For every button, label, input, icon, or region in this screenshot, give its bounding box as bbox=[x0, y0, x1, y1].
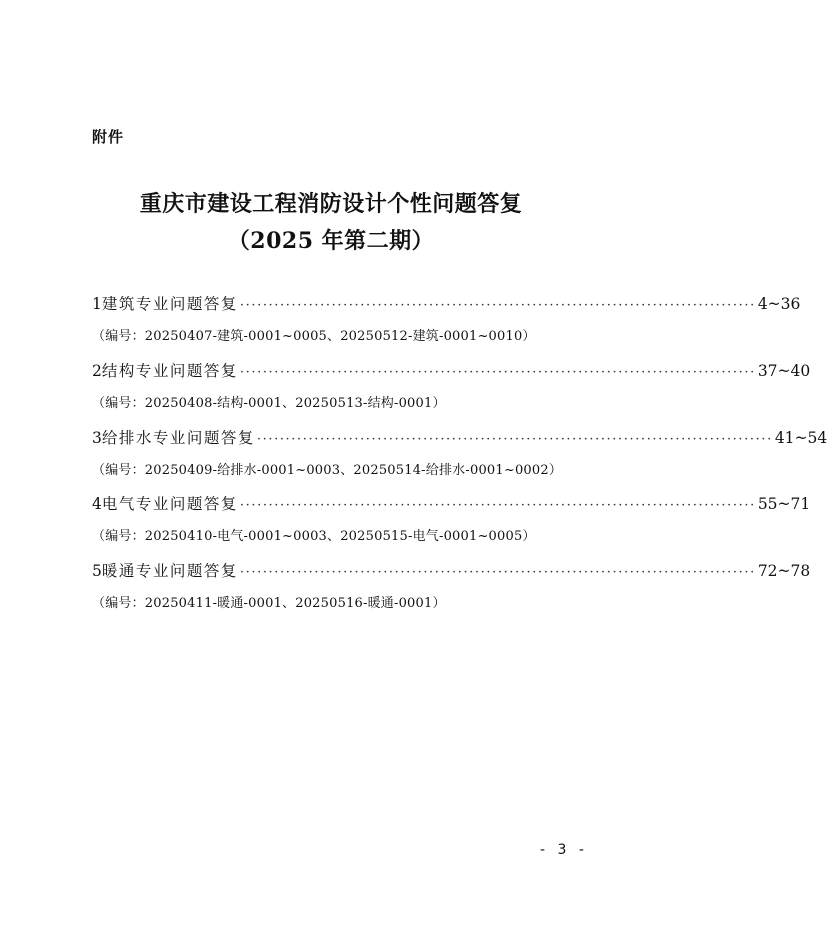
dot-leader: ·························································································· bbox=[239, 565, 756, 580]
toc-label: 电气专业问题答复 bbox=[101, 495, 238, 513]
toc-label: 暖通专业问题答复 bbox=[101, 562, 238, 580]
toc-code: （编号：20250408-结构-0001、20250513-结构-0001） bbox=[92, 396, 446, 411]
document-title: 重庆市建设工程消防设计个性问题答复 bbox=[139, 191, 523, 217]
toc-heading[interactable] bbox=[92, 494, 811, 514]
document-subtitle: （2025 年第二期） bbox=[227, 228, 435, 254]
toc-number: 1 bbox=[92, 295, 102, 313]
toc-pages: 37~40 bbox=[757, 362, 811, 380]
toc-code: （编号：20250409-给排水-0001~0003、20250514-给排水-0001~0002） bbox=[92, 463, 563, 478]
toc-entry-electrical bbox=[92, 494, 811, 546]
toc-pages: 41~54 bbox=[774, 429, 827, 447]
toc-entry-hvac bbox=[92, 561, 811, 613]
toc-code: （编号：20250410-电气-0001~0003、20250515-电气-0001~0005） bbox=[92, 529, 536, 544]
toc-number: 3 bbox=[92, 429, 102, 447]
toc-entry-structure bbox=[92, 361, 811, 413]
toc-pages: 55~71 bbox=[757, 495, 811, 513]
dot-leader: ·························································································· bbox=[239, 298, 756, 313]
toc-heading[interactable] bbox=[92, 361, 811, 381]
toc-heading[interactable] bbox=[92, 428, 827, 448]
toc-pages: 4~36 bbox=[757, 295, 801, 313]
toc-label: 建筑专业问题答复 bbox=[101, 295, 238, 313]
attachment-label: 附件 bbox=[92, 128, 125, 146]
toc-entry-plumbing bbox=[92, 428, 827, 480]
toc-entry-architecture bbox=[92, 294, 801, 346]
dot-leader: ·························································································· bbox=[239, 498, 756, 513]
toc-heading[interactable] bbox=[92, 561, 811, 581]
page-number: - 3 - bbox=[540, 842, 588, 858]
toc-number: 5 bbox=[92, 562, 102, 580]
toc-number: 2 bbox=[92, 362, 102, 380]
toc-label: 结构专业问题答复 bbox=[101, 362, 238, 380]
toc-label: 给排水专业问题答复 bbox=[101, 429, 255, 447]
toc-code: （编号：20250411-暖通-0001、20250516-暖通-0001） bbox=[92, 596, 446, 611]
toc-heading[interactable] bbox=[92, 294, 801, 314]
toc-code: （编号：20250407-建筑-0001~0005、20250512-建筑-0001~0010） bbox=[92, 329, 536, 344]
toc-pages: 72~78 bbox=[757, 562, 811, 580]
toc-number: 4 bbox=[92, 495, 102, 513]
dot-leader: ·························································································· bbox=[239, 365, 756, 380]
dot-leader: ·························································································· bbox=[256, 432, 773, 447]
